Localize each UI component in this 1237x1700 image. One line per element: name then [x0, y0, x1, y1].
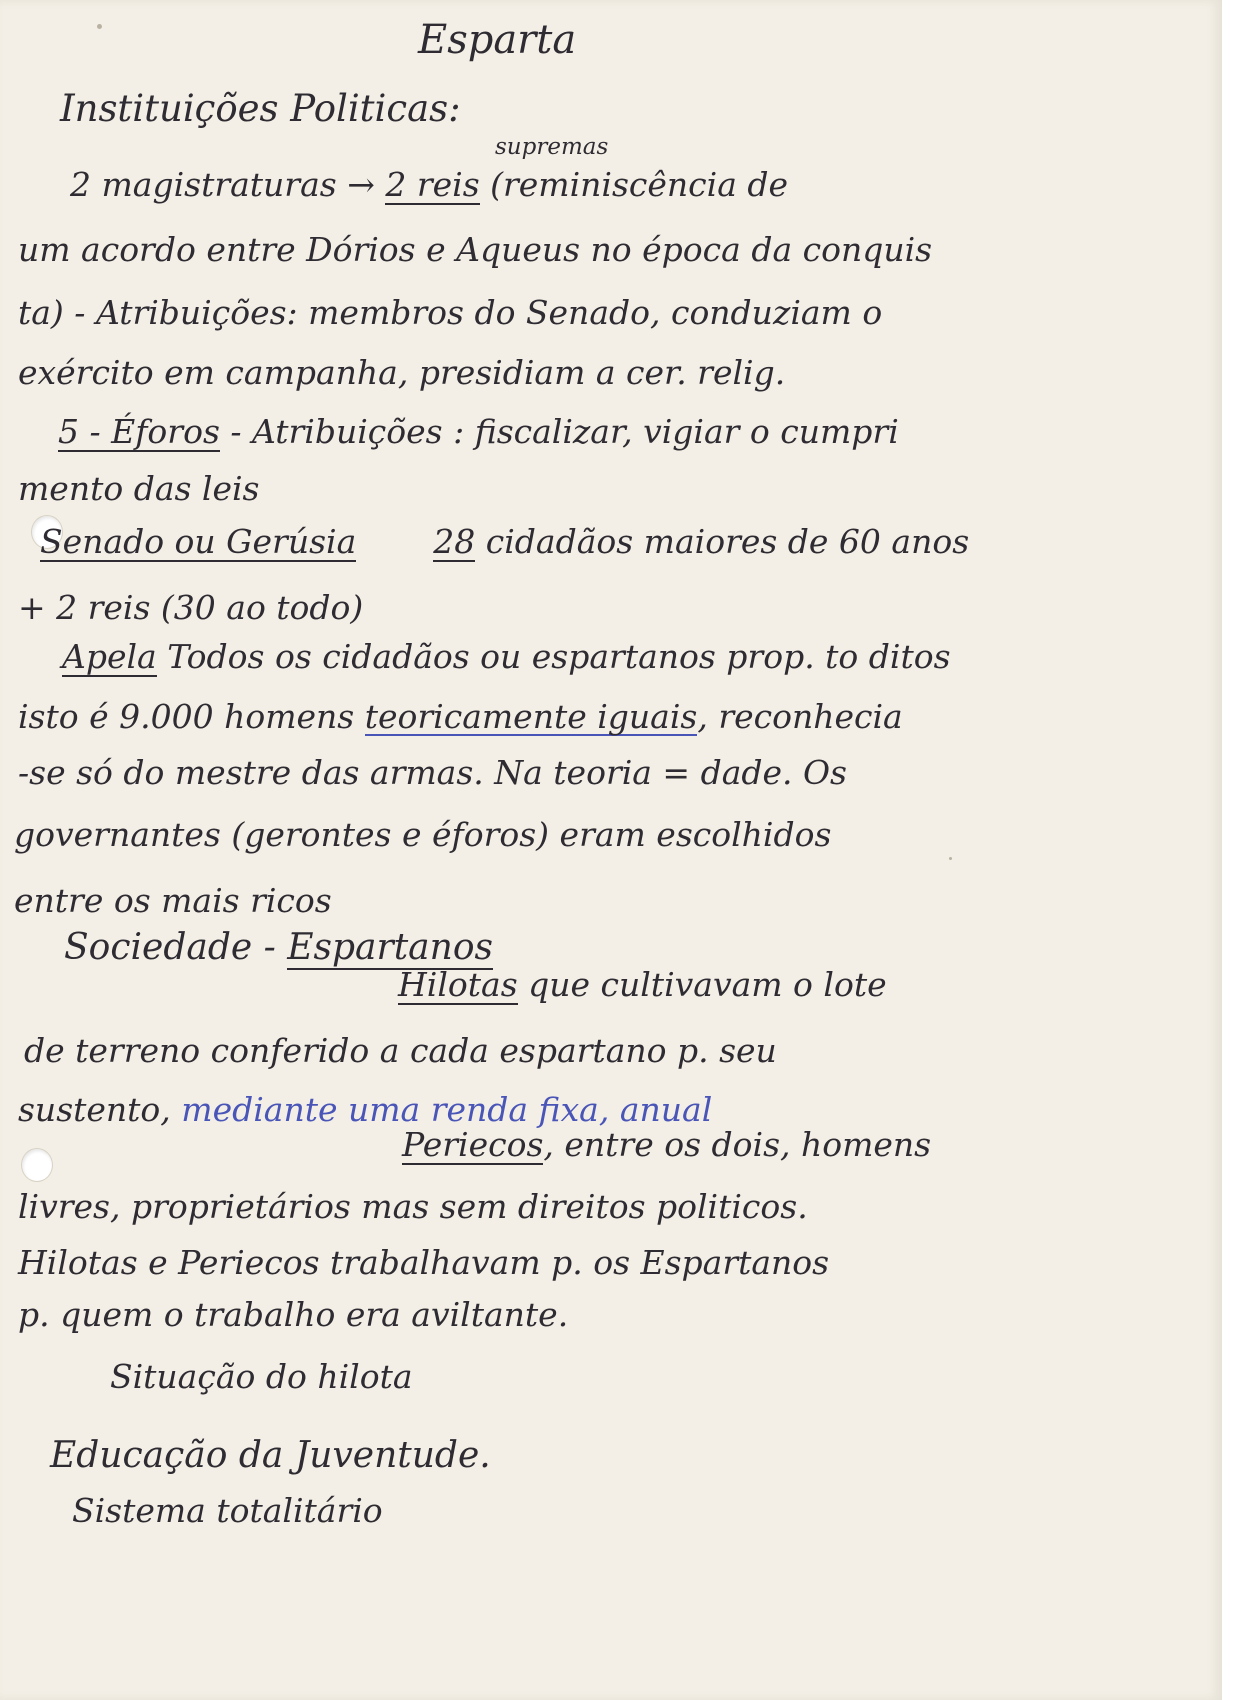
line-educacao: Educação da Juventude.: [50, 1435, 491, 1476]
line-livres: livres, proprietários mas sem direitos politicos.: [18, 1187, 808, 1226]
paper-speck: [949, 857, 952, 860]
annotation-supremas: supremas: [495, 134, 609, 160]
line-senado: Senado ou Gerúsia 28 cidadãos maiores de 60 anos: [40, 522, 970, 561]
page-title: Esparta: [418, 17, 577, 63]
line-terreno: de terreno conferido a cada espartano p. seu: [24, 1031, 777, 1070]
punch-hole: [21, 1148, 53, 1182]
line-cumprimento-leis: mento das leis: [18, 469, 260, 508]
line-mestre-armas: -se só do mestre das armas. Na teoria = dade. Os: [18, 753, 847, 792]
line-atribuicoes-reis: ta) - Atribuições: membros do Senado, conduziam o: [18, 293, 883, 332]
line-9000-homens: isto é 9.000 homens teoricamente iguais, reconhecia: [18, 697, 903, 736]
line-trabalhavam: Hilotas e Periecos trabalhavam p. os Espartanos: [18, 1243, 830, 1282]
line-aviltante: p. quem o trabalho era aviltante.: [18, 1295, 569, 1334]
line-governantes: governantes (gerontes e éforos) eram escolhidos: [14, 815, 832, 854]
line-apela: Apela Todos os cidadãos ou espartanos prop. to ditos: [62, 637, 951, 676]
line-sistema: Sistema totalitário: [72, 1491, 383, 1530]
line-sociedade: Sociedade - Espartanos: [64, 927, 493, 968]
section-heading: Instituições Politicas:: [60, 87, 461, 130]
line-sustento: sustento, mediante uma renda fixa, anual: [18, 1090, 713, 1129]
line-hilotas: Hilotas que cultivavam o lote: [398, 965, 887, 1004]
line-eforos: 5 - Éforos - Atribuições : fiscalizar, vigiar o cumpri: [58, 412, 899, 451]
scan-margin: [1222, 0, 1237, 1700]
line-dois-reis: + 2 reis (30 ao todo): [18, 588, 364, 627]
line-acordo: um acordo entre Dórios e Aqueus no época da conquis: [18, 230, 933, 269]
line-situacao-hilota: Situação do hilota: [110, 1357, 413, 1396]
line-periecos: Periecos, entre os dois, homens: [402, 1125, 932, 1164]
line-exercito: exército em campanha, presidiam a cer. relig.: [18, 353, 786, 392]
line-magistraturas: 2 magistraturas → 2 reis (reminiscência de: [70, 165, 789, 204]
line-mais-ricos: entre os mais ricos: [14, 881, 332, 920]
paper-speck: [97, 24, 102, 29]
